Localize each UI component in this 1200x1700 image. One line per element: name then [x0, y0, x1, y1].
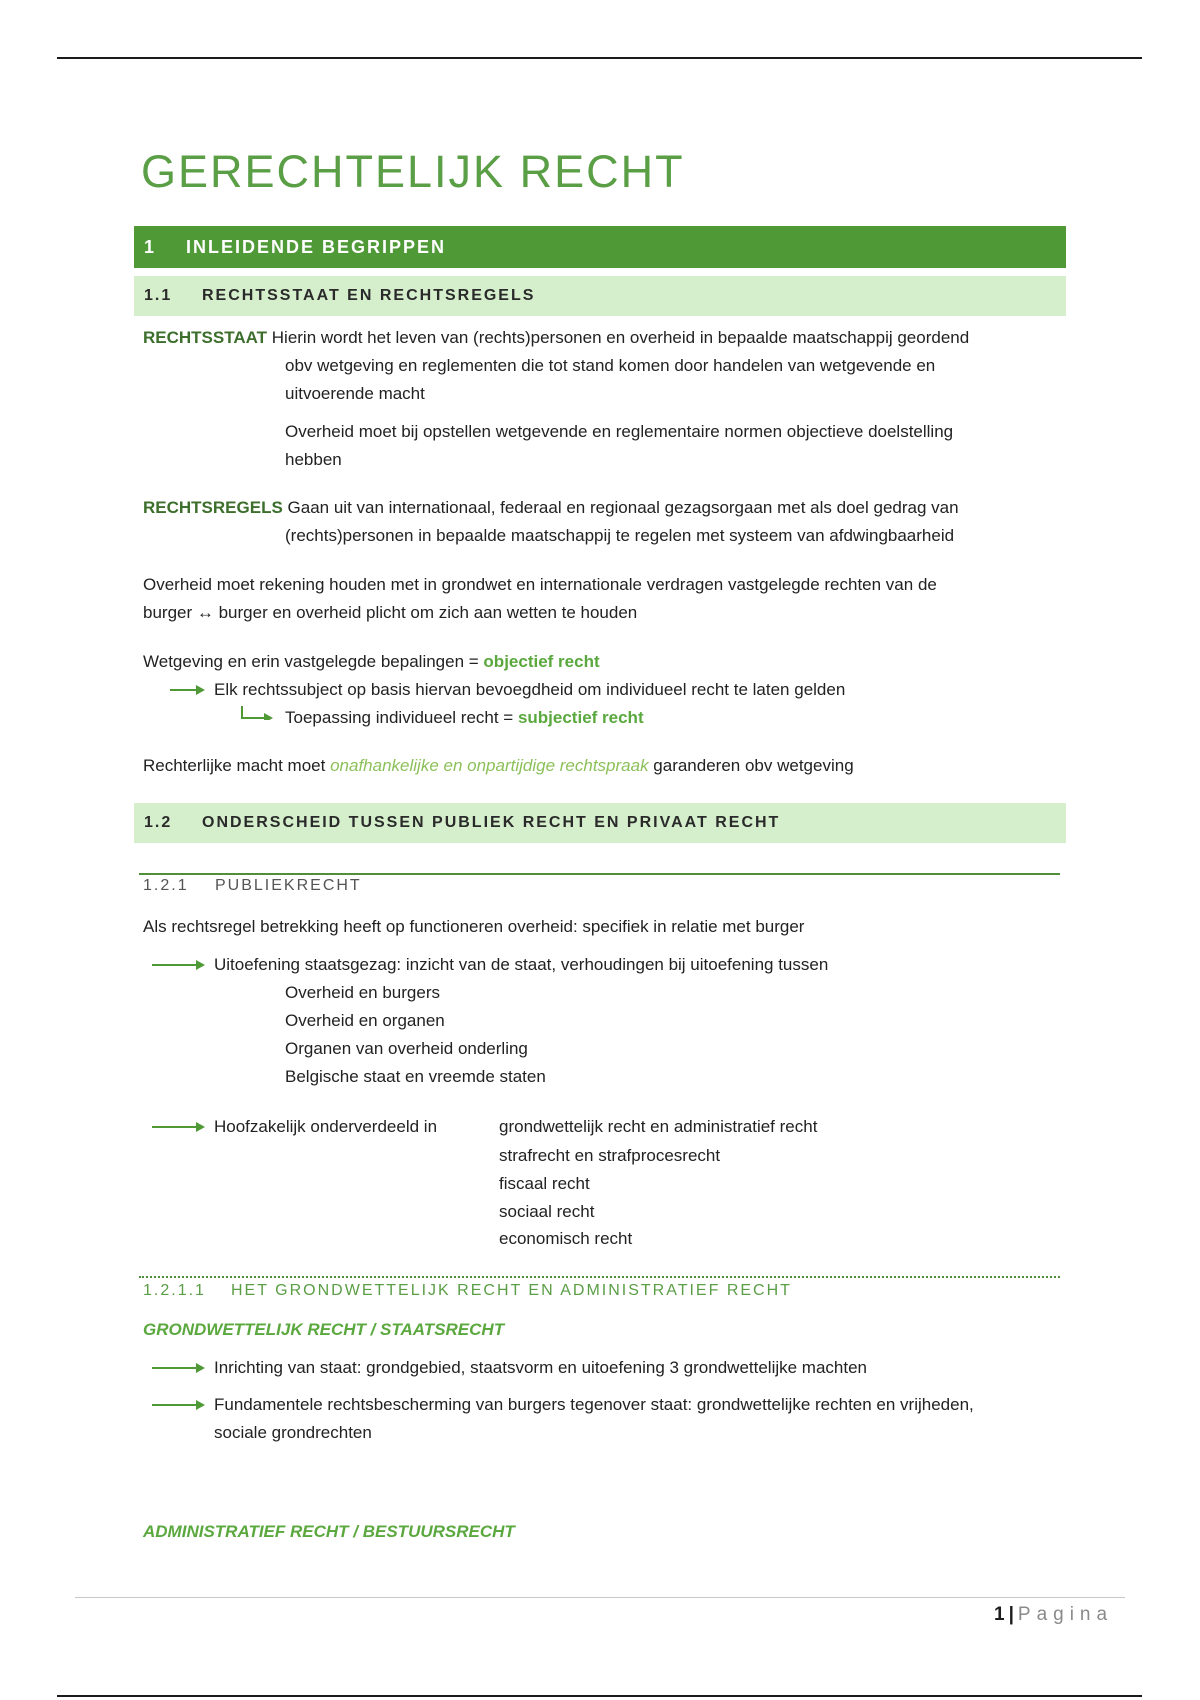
- definition-text: uitvoerende macht: [285, 384, 425, 403]
- bullet-text: Elk rechtssubject op basis hiervan bevoegdheid om individueel recht te laten gelden: [214, 680, 846, 699]
- list-item: Belgische staat en vreemde staten: [285, 1067, 546, 1086]
- heading-number: 1.2.1: [143, 877, 189, 894]
- definition-text: Gaan uit van internationaal, federaal en regionaal gezagsorgaan met als doel gedrag van: [287, 498, 959, 517]
- header-rule: [57, 57, 1142, 59]
- highlight-term: subjectief recht: [517, 708, 644, 727]
- bullet-text: Toepassing individueel recht =: [285, 708, 518, 727]
- highlight-term: onafhankelijke en onpartijdige rechtspraak: [330, 756, 649, 775]
- paragraph-text: garanderen obv wetgeving: [648, 756, 854, 775]
- arrow-right-icon: [152, 1361, 206, 1375]
- heading-number: 1.1: [144, 287, 173, 304]
- bullet-text: Inrichting van staat: grondgebied, staatsvorm en uitoefening 3 grondwettelijke machten: [214, 1358, 868, 1377]
- heading-label: PUBLIEKRECHT: [215, 877, 362, 894]
- heading-label: INLEIDENDE BEGRIPPEN: [186, 236, 447, 257]
- heading-underline: [139, 873, 1060, 875]
- heading-number: 1.2.1.1: [143, 1282, 206, 1299]
- heading-label: RECHTSSTAAT EN RECHTSREGELS: [202, 287, 536, 304]
- paragraph-objectief: [143, 648, 600, 676]
- term-label: RECHTSSTAAT: [143, 328, 268, 347]
- bullet-text: Fundamentele rechtsbescherming van burgers tegenover staat: grondwettelijke rechten en vrijheden,: [214, 1395, 974, 1414]
- list-item: Overheid en burgers: [285, 983, 440, 1002]
- definition-text: Overheid moet bij opstellen wetgevende en reglementaire normen objectieve doelstelling: [285, 422, 954, 441]
- list-item: fiscaal recht: [499, 1174, 590, 1193]
- definition-text: obv wetgeving en reglementen die tot stand komen door handelen van wetgevende en: [285, 356, 936, 375]
- footer-rule: [75, 1597, 1125, 1598]
- sub-bullet: [285, 704, 644, 732]
- list-item: Overheid en organen: [285, 1011, 445, 1030]
- arrow-right-icon: [170, 683, 206, 697]
- arrow-elbow-icon: [240, 706, 276, 720]
- paragraph-text: Rechterlijke macht moet: [143, 756, 331, 775]
- bullet-text: sociale grondrechten: [214, 1423, 372, 1442]
- arrow-right-icon: [152, 1398, 206, 1412]
- heading-label: HET GRONDWETTELIJK RECHT EN ADMINISTRATIEF RECHT: [231, 1282, 792, 1299]
- page-number: 1: [994, 1604, 1005, 1625]
- paragraph-text: Wetgeving en erin vastgelegde bepalingen =: [143, 652, 484, 671]
- heading-number: 1: [144, 236, 157, 257]
- paragraph: Als rechtsregel betrekking heeft op functioneren overheid: specifiek in relatie met burger: [143, 917, 805, 936]
- heading-1-2: [134, 803, 1066, 843]
- definition-text: hebben: [285, 450, 342, 469]
- footer-page-rule: [57, 1695, 1142, 1697]
- paragraph: Overheid moet rekening houden met in grondwet en internationale verdragen vastgelegde rechten van de: [143, 575, 937, 594]
- heading-1: [134, 226, 1066, 268]
- heading-1-1: [134, 276, 1066, 316]
- page-footer: [994, 1604, 1113, 1626]
- heading-dotted-rule: [139, 1276, 1060, 1278]
- bullet-text: Hoofzakelijk onderverdeeld in: [214, 1117, 438, 1136]
- definition-rechtsstaat: [143, 324, 969, 352]
- heading-number: 1.2: [144, 814, 173, 831]
- page-title: GERECHTELIJK RECHT: [141, 146, 685, 197]
- heading-label: ONDERSCHEID TUSSEN PUBLIEK RECHT EN PRIVAAT RECHT: [202, 814, 781, 831]
- list-item: grondwettelijk recht en administratief recht: [499, 1117, 818, 1136]
- list-item: economisch recht: [499, 1229, 633, 1248]
- list-item: Organen van overheid onderling: [285, 1039, 528, 1058]
- arrow-right-icon: [152, 1120, 206, 1134]
- definition-rechtsregels: [143, 494, 959, 522]
- subheading-administratief: ADMINISTRATIEF RECHT / BESTUURSRECHT: [143, 1522, 515, 1541]
- term-label: RECHTSREGELS: [143, 498, 283, 517]
- list-item: sociaal recht: [499, 1202, 595, 1221]
- subheading-grondwettelijk: GRONDWETTELIJK RECHT / STAATSRECHT: [143, 1320, 505, 1339]
- highlight-term: objectief recht: [483, 652, 600, 671]
- paragraph-rechterlijke: [143, 752, 854, 780]
- definition-text: Hierin wordt het leven van (rechts)personen en overheid in bepaalde maatschappij geordend: [271, 328, 970, 347]
- page-label: Pagina: [1017, 1604, 1114, 1625]
- arrow-right-icon: [152, 958, 206, 972]
- bullet-text: Uitoefening staatsgezag: inzicht van de staat, verhoudingen bij uitoefening tussen: [214, 955, 829, 974]
- heading-1-2-1-1: [143, 1282, 792, 1300]
- paragraph: burger ↔ burger en overheid plicht om zich aan wetten te houden: [143, 603, 638, 622]
- heading-1-2-1: [143, 877, 362, 895]
- footer-separator: |: [1008, 1604, 1014, 1625]
- list-item: strafrecht en strafprocesrecht: [499, 1146, 721, 1165]
- definition-text: (rechts)personen in bepaalde maatschappij te regelen met systeem van afdwingbaarheid: [285, 526, 955, 545]
